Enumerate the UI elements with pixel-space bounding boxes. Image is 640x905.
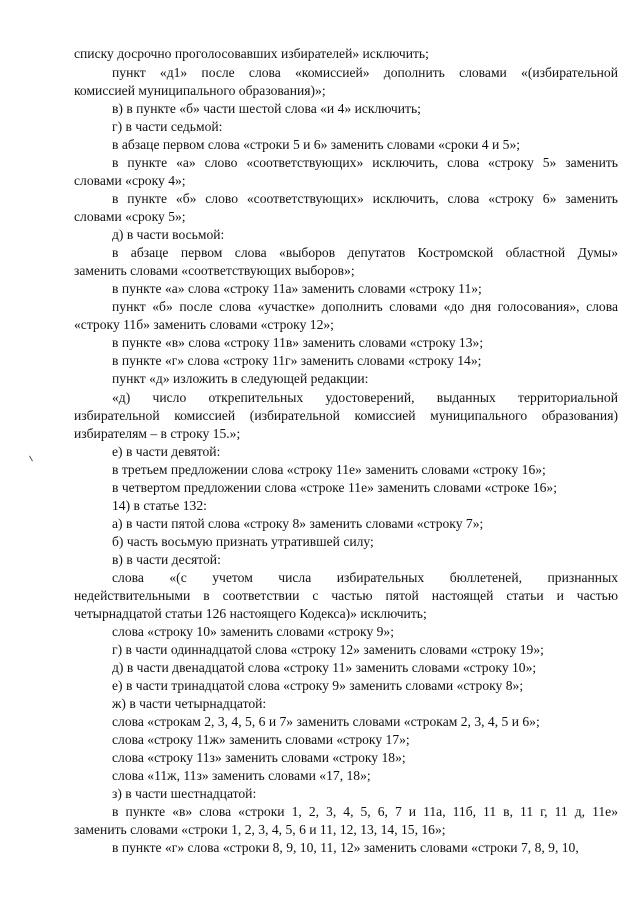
text-line: в пункте «б» слово «соответствующих» исключить, слова «строку 6» заменить xyxy=(112,191,618,206)
text-line: пункт «д» изложить в следующей редакции: xyxy=(112,371,369,386)
text-line: в третьем предложении слова «строку 11е» заменить словами «строку 16»; xyxy=(112,462,546,477)
text-line: избирателям – в строку 15.»; xyxy=(74,426,241,441)
text-line: слова «11ж, 11з» заменить словами «17, 18»; xyxy=(112,768,371,783)
text-line: в пункте «г» слова «строки 8, 9, 10, 11, 12» заменить словами «строки 7, 8, 9, 10, xyxy=(112,840,579,855)
text-line: словами «сроку 4»; xyxy=(74,173,186,188)
text-line: 14) в статье 132: xyxy=(112,498,207,513)
text-line: «строку 11б» заменить словами «строку 12»; xyxy=(74,317,334,332)
text-line: е) в части девятой: xyxy=(112,444,221,459)
text-line: в пункте «г» слова «строку 11г» заменить словами «строку 14»; xyxy=(112,353,482,368)
text-line: заменить словами «строки 1, 2, 3, 4, 5, 6 и 11, 12, 13, 14, 15, 16»; xyxy=(74,822,446,837)
text-line: списку досрочно проголосовавших избирателей» исключить; xyxy=(74,46,429,61)
text-line: пункт «д1» после слова «комиссией» дополнить словами «(избирательной xyxy=(112,65,618,80)
text-line: в четвертом предложении слова «строке 11е» заменить словами «строке 16»; xyxy=(112,480,557,495)
text-line: заменить словами «соответствующих выборов»; xyxy=(74,263,355,278)
text-line: б) часть восьмую признать утратившей силу; xyxy=(112,534,374,549)
text-line: «д) число открепительных удостоверений, выданных территориальной xyxy=(112,390,618,405)
text-line: слова «строку 10» заменить словами «строку 9»; xyxy=(112,624,395,639)
margin-mark xyxy=(29,456,33,462)
text-line: е) в части тринадцатой слова «строку 9» заменить словами «строку 8»; xyxy=(112,678,524,693)
text-line: а) в части пятой слова «строку 8» заменить словами «строку 7»; xyxy=(112,516,484,531)
text-line: комиссией муниципального образования)»; xyxy=(74,83,326,98)
text-line: в) в пункте «б» части шестой слова «и 4» исключить; xyxy=(112,101,421,116)
text-line: в пункте «а» слово «соответствующих» исключить, слова «строку 5» заменить xyxy=(112,155,618,170)
text-line: в абзаце первом слова «строки 5 и 6» заменить словами «сроки 4 и 5»; xyxy=(112,137,521,152)
text-line: слова «строку 11ж» заменить словами «строку 17»; xyxy=(112,732,410,747)
text-line: недействительными в соответствии с частью пятой настоящей статьи и частью xyxy=(74,588,618,603)
text-line: в пункте «в» слова «строку 11в» заменить словами «строку 13»; xyxy=(112,335,484,350)
text-line: пункт «б» после слова «участке» дополнить словами «до дня голосования», слова xyxy=(112,299,618,314)
text-line: в) в части десятой: xyxy=(112,552,221,567)
text-line: д) в части восьмой: xyxy=(112,227,225,242)
text-line: з) в части шестнадцатой: xyxy=(112,786,257,801)
text-line: избирательной комиссией (избирательной комиссией муниципального образования) xyxy=(74,408,618,423)
text-line: в пункте «в» слова «строки 1, 2, 3, 4, 5, 6, 7 и 11а, 11б, 11 в, 11 г, 11 д, 11е» xyxy=(112,804,618,819)
text-line: слова «(с учетом числа избирательных бюллетеней, признанных xyxy=(112,570,618,585)
text-line: г) в части седьмой: xyxy=(112,119,223,134)
text-line: слова «строку 11з» заменить словами «строку 18»; xyxy=(112,750,406,765)
text-line: в абзаце первом слова «выборов депутатов Костромской областной Думы» xyxy=(112,245,618,260)
text-line: словами «сроку 5»; xyxy=(74,209,186,224)
text-line: д) в части двенадцатой слова «строку 11» заменить словами «строку 10»; xyxy=(112,660,537,675)
text-line: слова «строкам 2, 3, 4, 5, 6 и 7» заменить словами «строкам 2, 3, 4, 5 и 6»; xyxy=(112,714,540,729)
text-line: в пункте «а» слова «строку 11а» заменить словами «строку 11»; xyxy=(112,281,482,296)
text-line: г) в части одиннадцатой слова «строку 12» заменить словами «строку 19»; xyxy=(112,642,544,657)
text-line: ж) в части четырнадцатой: xyxy=(112,696,267,711)
text-line: четырнадцатой статьи 126 настоящего Кодекса)» исключить; xyxy=(74,606,427,621)
